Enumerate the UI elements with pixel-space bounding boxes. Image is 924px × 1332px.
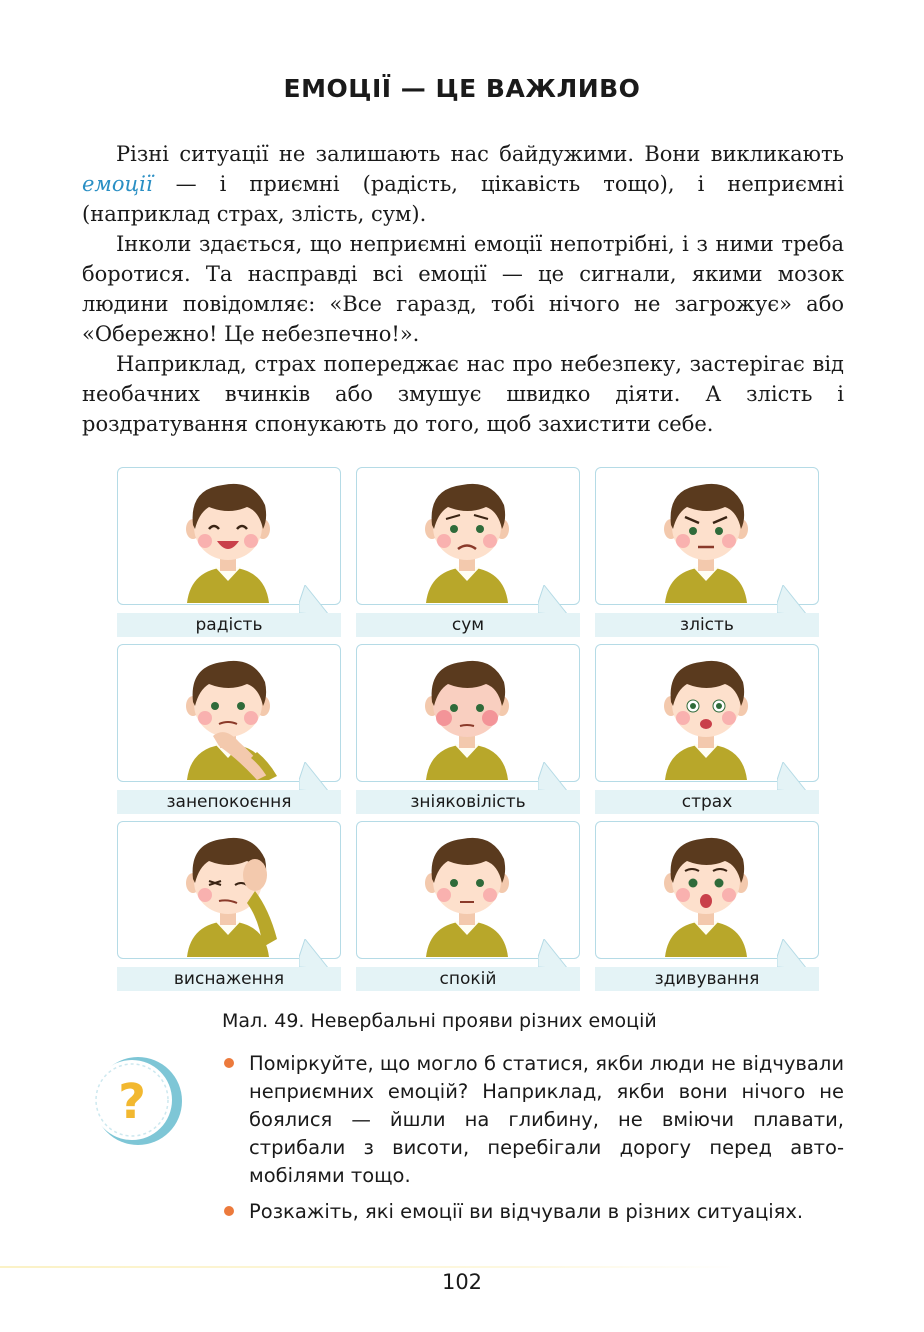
emotions-figure [117, 467, 819, 991]
page-title: ЕМОЦІЇ — ЦЕ ВАЖЛИВО [283, 74, 641, 103]
paragraph-1-start: Різні ситуації не залишають нас байдужими. Вони викликають [116, 142, 844, 166]
emotion-label: спокій [356, 967, 580, 991]
bullet-dot-icon [224, 1206, 234, 1216]
emotion-label: здивування [595, 967, 819, 991]
figure-caption: Мал. 49. Невербальні прояви різних емоцій [222, 1010, 657, 1032]
emotion-card-embarrassment [356, 644, 580, 814]
emotion-card-fear [595, 644, 819, 814]
emotion-label: зніяковілість [356, 790, 580, 814]
emotion-card-calm [356, 821, 580, 991]
boy-face-sadness-icon [412, 475, 522, 603]
emotion-card-joy [117, 467, 341, 637]
emotion-label: занепокоєння [117, 790, 341, 814]
question-list [222, 1050, 844, 1234]
paragraph-3: Наприклад, страх попереджає нас про небезпеку, застерігає від необачних вчинків або змушує швидко діяти. А злість і роздратування спонукають до того, щоб захистити себе. [82, 352, 844, 436]
emotion-card-sadness [356, 467, 580, 637]
paragraph-2: Інколи здається, що неприємні емоції непотрібні, і з ними треба боротися. Та насправді всі емоції — це сигнали, якими мозок людини повідомляє: «Все гаразд, тобі нічого не загрожує» або «Обережно! Це небезпечно!». [82, 232, 844, 346]
paragraph-1 [82, 139, 844, 229]
boy-face-worry-icon [173, 652, 283, 780]
boy-face-fear-icon [651, 652, 761, 780]
paragraph-1-end: — і приємні (радість, цікавість тощо), і неприємні (наприклад страх, злість, сум). [82, 172, 844, 226]
boy-face-surprise-icon [651, 829, 761, 957]
emotion-card-anger [595, 467, 819, 637]
boy-face-embarrassment-icon [412, 652, 522, 780]
question-mark-icon [86, 1052, 184, 1150]
body-text [82, 139, 844, 439]
question-text: Розкажіть, які емоції ви відчували в різних ситуаціях. [249, 1200, 804, 1223]
emotion-label: злість [595, 613, 819, 637]
boy-face-calm-icon [412, 829, 522, 957]
emotion-card-worry [117, 644, 341, 814]
bullet-dot-icon [224, 1058, 234, 1068]
emotion-label: сум [356, 613, 580, 637]
emotion-card-exhaustion [117, 821, 341, 991]
footer-divider [0, 1266, 740, 1268]
question-text: Поміркуйте, що могло б статися, якби люди не відчували неприємних емоцій? Наприклад, якби вони нічого не боялися — йшли на глибину, не вміючи плавати, стрибали з висоти, перебігали дорогу перед автомобілями тощо. [249, 1052, 844, 1187]
question-item [222, 1050, 844, 1190]
page-number: 102 [441, 1270, 483, 1294]
emotion-label: страх [595, 790, 819, 814]
question-item [222, 1198, 844, 1226]
emotion-card-surprise [595, 821, 819, 991]
emotion-label: радість [117, 613, 341, 637]
term-emotions: емоції [82, 172, 153, 196]
boy-face-anger-icon [651, 475, 761, 603]
emotion-label: виснаження [117, 967, 341, 991]
boy-face-joy-icon [173, 475, 283, 603]
svg-text:?: ? [118, 1074, 146, 1130]
boy-face-exhaustion-icon [173, 829, 283, 957]
